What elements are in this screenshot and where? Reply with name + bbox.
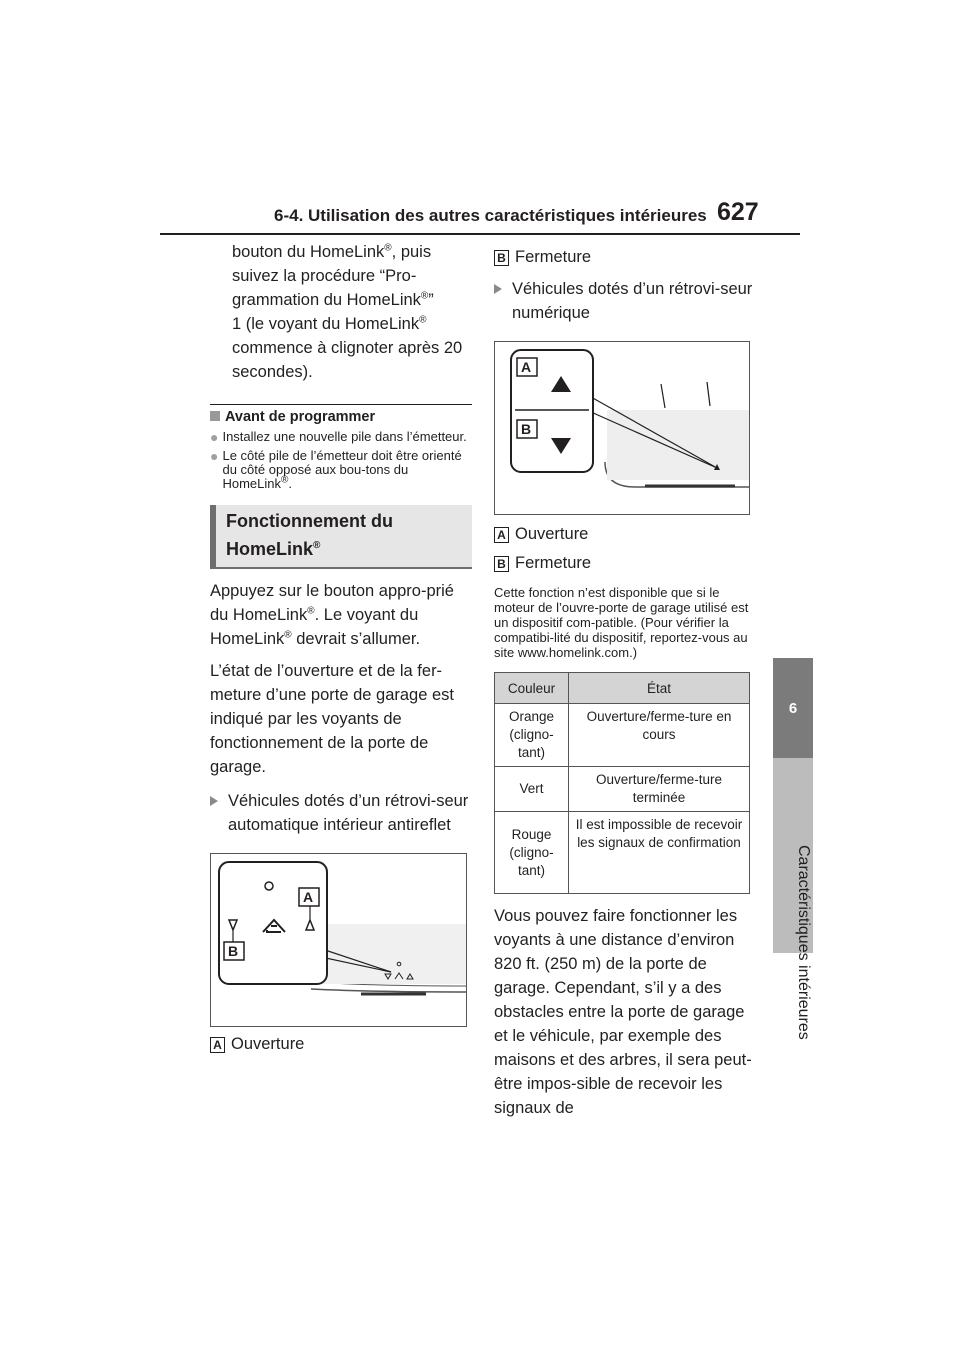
vehicle-condition: Véhicules dotés d’un rétrovi-seur numérique bbox=[494, 277, 756, 325]
caption-closing: B Fermeture bbox=[494, 554, 756, 573]
digital-mirror-illustration bbox=[495, 342, 749, 514]
right-column bbox=[494, 240, 756, 1120]
left-column bbox=[210, 240, 472, 1054]
caption-label-b: B bbox=[494, 250, 509, 266]
compatibility-note: Cette fonction n’est disponible que si le moteur de l’ouvre-porte de garage utilisé est un dispositif com-patible. (Pour vérifier la compatibi-lité du dispositif, reportez-vous au site www.homelink.com.) bbox=[494, 585, 749, 660]
operation-paragraph: Appuyez sur le bouton appro-prié du HomeLink®. Le voyant du HomeLink® devrait s’allumer. bbox=[210, 582, 454, 648]
bullet-icon: ● bbox=[210, 429, 219, 445]
section-rule bbox=[210, 404, 472, 405]
figure-label-a: A bbox=[303, 889, 314, 905]
list-item: ● Le côté pile de l’émetteur doit être orienté du côté opposé aux bou-tons du HomeLink®. bbox=[210, 448, 462, 491]
figure-label-b: B bbox=[521, 421, 532, 437]
table-row: Rouge (cligno-tant) Il est impossible de recevoir les signaux de confirmation bbox=[495, 812, 750, 894]
mirror-illustration bbox=[211, 854, 466, 1026]
table-header: État bbox=[568, 673, 749, 704]
bullet-icon: ● bbox=[210, 448, 219, 464]
caption-label-a: A bbox=[494, 527, 509, 543]
chapter-label: Caractéristiques intérieures bbox=[795, 845, 812, 1040]
digital-mirror-figure bbox=[494, 341, 750, 515]
step-number: 1 bbox=[232, 315, 242, 333]
intro-paragraph: bouton du HomeLink®, puis suivez la procédure “Pro-grammation du HomeLink®” 1 (le voyant du HomeLink® commence à clignoter après 20 secondes). bbox=[232, 242, 463, 381]
page-number: 627 bbox=[717, 198, 759, 226]
caption-closing-top: B Fermeture bbox=[494, 248, 756, 267]
status-paragraph: L’état de l’ouverture et de la fer-meture d’une porte de garage est indiqué par les voyants de fonctionnement de la porte de garage. bbox=[210, 662, 454, 776]
figure-label-a: A bbox=[521, 359, 532, 375]
auto-mirror-figure bbox=[210, 853, 467, 1027]
caption-opening: A Ouverture bbox=[494, 525, 756, 544]
running-header: 6-4. Utilisation des autres caractéristiques intérieures bbox=[274, 206, 707, 225]
before-programming-heading: Avant de programmer bbox=[210, 409, 472, 425]
table-header: Couleur bbox=[495, 673, 569, 704]
indicator-status-table bbox=[494, 672, 750, 894]
caption-label-b: B bbox=[494, 556, 509, 572]
arrow-bullet-icon bbox=[494, 284, 502, 294]
section-heading-box: Fonctionnement du HomeLink® bbox=[210, 505, 472, 569]
figure-label-b: B bbox=[228, 943, 239, 959]
table-row: Orange (cligno-tant) Ouverture/ferme-ture en cours bbox=[495, 704, 750, 767]
caption-label-a: A bbox=[210, 1037, 225, 1053]
square-bullet-icon bbox=[210, 411, 220, 421]
caption-opening: A Ouverture bbox=[210, 1035, 472, 1054]
table-row: Vert Ouverture/ferme-ture terminée bbox=[495, 767, 750, 812]
range-paragraph: Vous pouvez faire fonctionner les voyants à une distance d’environ 820 ft. (250 m) de la porte de garage. Cependant, s’il y a des obstacles entre la porte de garage et le véhicule, par exemple des maisons et des arbres, il sera peut-être impos-sible de recevoir les signaux de bbox=[494, 907, 752, 1117]
header-rule bbox=[160, 233, 800, 235]
arrow-bullet-icon bbox=[210, 796, 218, 806]
vehicle-condition: Véhicules dotés d’un rétrovi-seur automatique intérieur antireflet bbox=[210, 789, 472, 837]
chapter-number-tab: 6 bbox=[773, 658, 813, 758]
list-item: ● Installez une nouvelle pile dans l’émetteur. bbox=[210, 429, 467, 445]
